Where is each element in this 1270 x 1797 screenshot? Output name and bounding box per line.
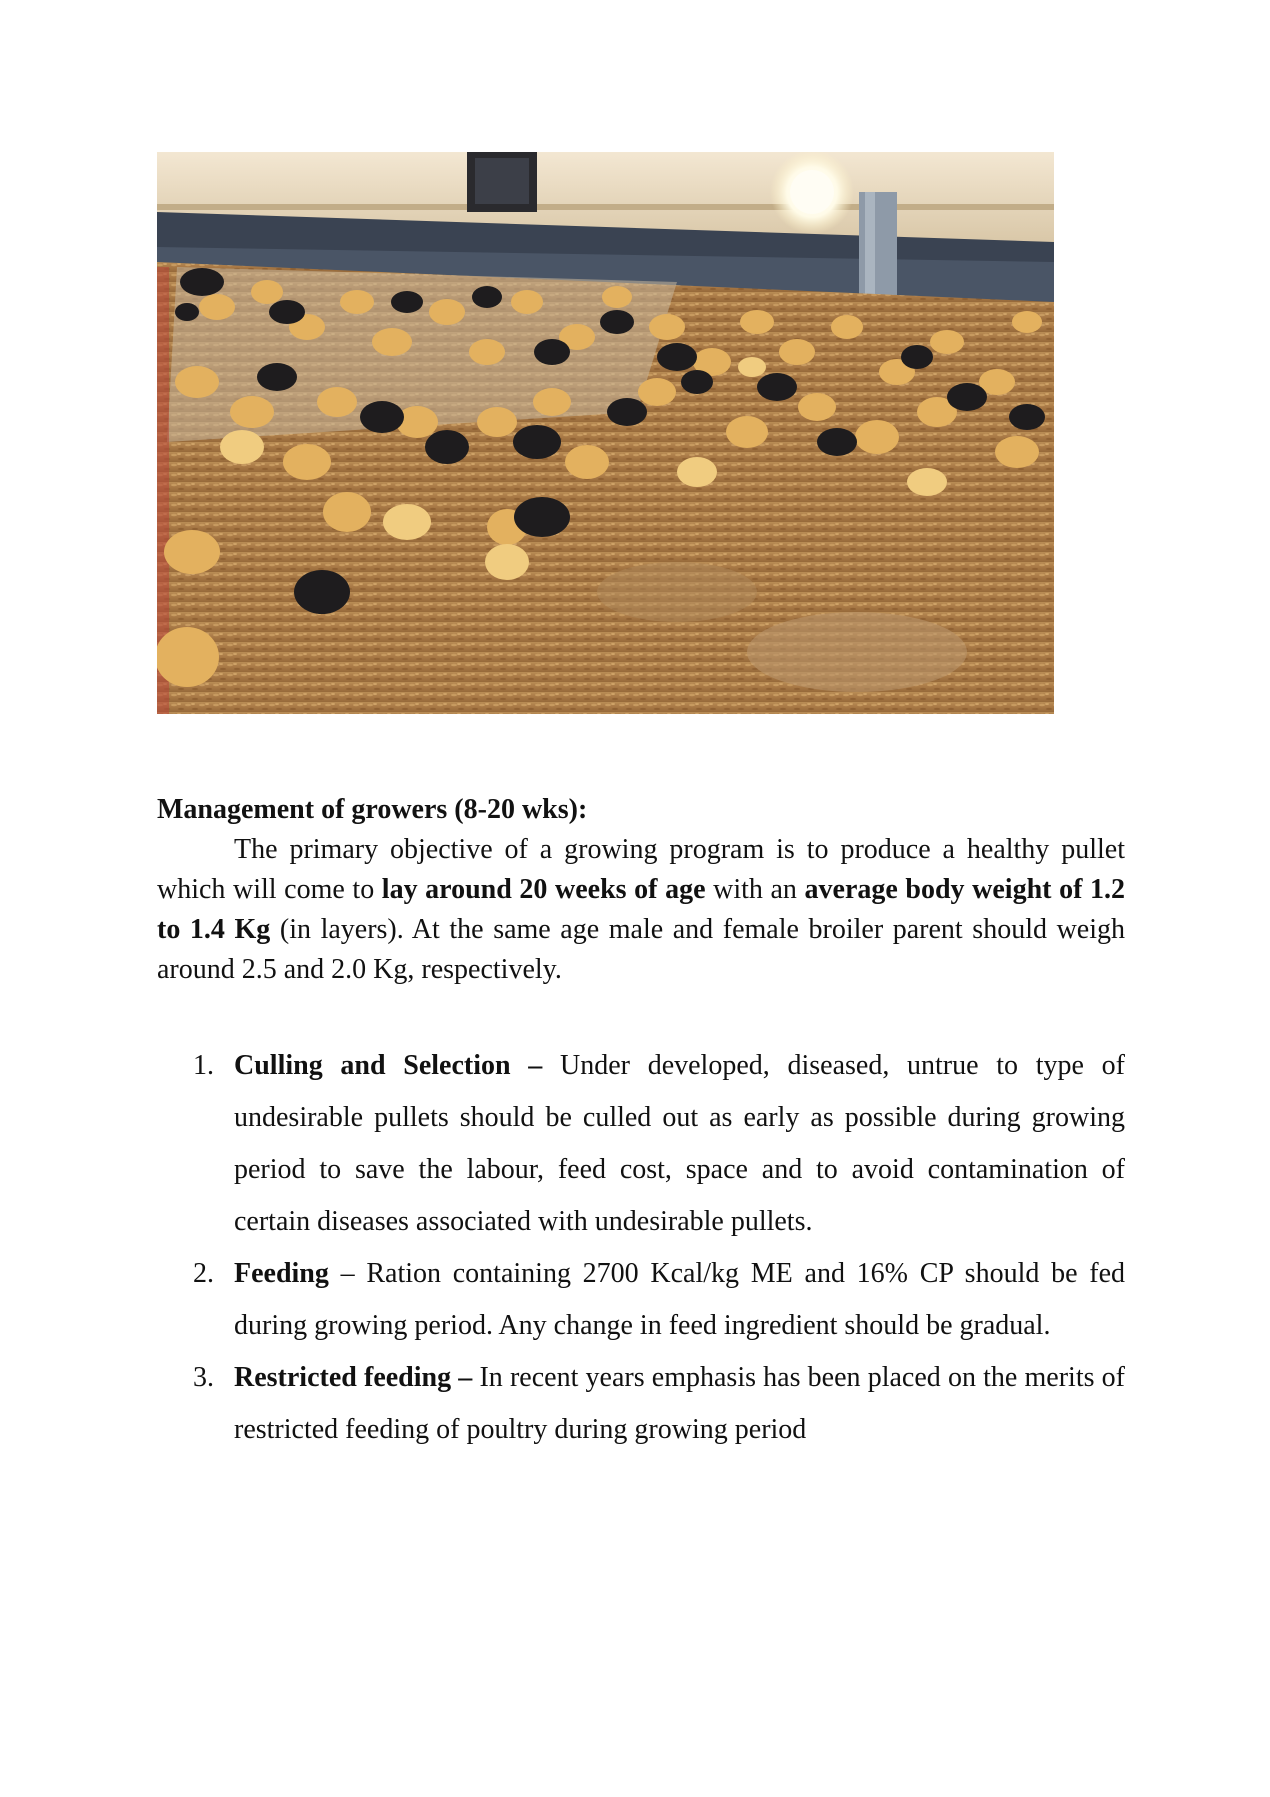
intro-bold-1: lay around 20 weeks of age <box>381 874 706 905</box>
intro-text-2: with an <box>705 874 805 905</box>
intro-bold-2: average body weight of 1.2 to 1.4 Kg <box>157 874 1126 945</box>
intro-paragraph <box>157 830 1125 990</box>
list-number: 3. <box>193 1362 214 1393</box>
list-item <box>157 1248 1125 1352</box>
intro-text-3: (in layers). At the same age male and female broiler parent should weigh around 2.5 and 2.0 Kg, respectively. <box>157 914 1125 985</box>
list-item-title: Culling and Selection – <box>234 1050 543 1081</box>
list-item <box>157 1040 1125 1248</box>
list-item <box>157 1352 1125 1456</box>
list-item-text: In recent years emphasis has been placed on the merits of restricted feeding of poultry during growing period <box>234 1362 1125 1445</box>
list-item-title: Feeding <box>234 1258 329 1289</box>
intro-text-1: The primary objective of a growing program is to produce a healthy pullet which will come to <box>157 834 1125 905</box>
list-number: 1. <box>193 1050 214 1081</box>
list-number: 2. <box>193 1258 214 1289</box>
list-item-text: – Ration containing 2700 Kcal/kg ME and 16% CP should be fed during growing period. Any change in feed ingredient should be gradual. <box>234 1258 1125 1341</box>
management-list <box>157 1040 1125 1456</box>
growers-section <box>157 790 1125 1456</box>
list-item-title: Restricted feeding – <box>234 1362 473 1393</box>
section-heading: Management of growers (8-20 wks): <box>157 794 588 825</box>
chicks-photo <box>157 152 1054 714</box>
list-item-text: Under developed, diseased, untrue to type of undesirable pullets should be culled out as early as possible during growing period to save the labour, feed cost, space and to avoid contamination of certain diseases associated with undesirable pullets. <box>234 1050 1125 1237</box>
